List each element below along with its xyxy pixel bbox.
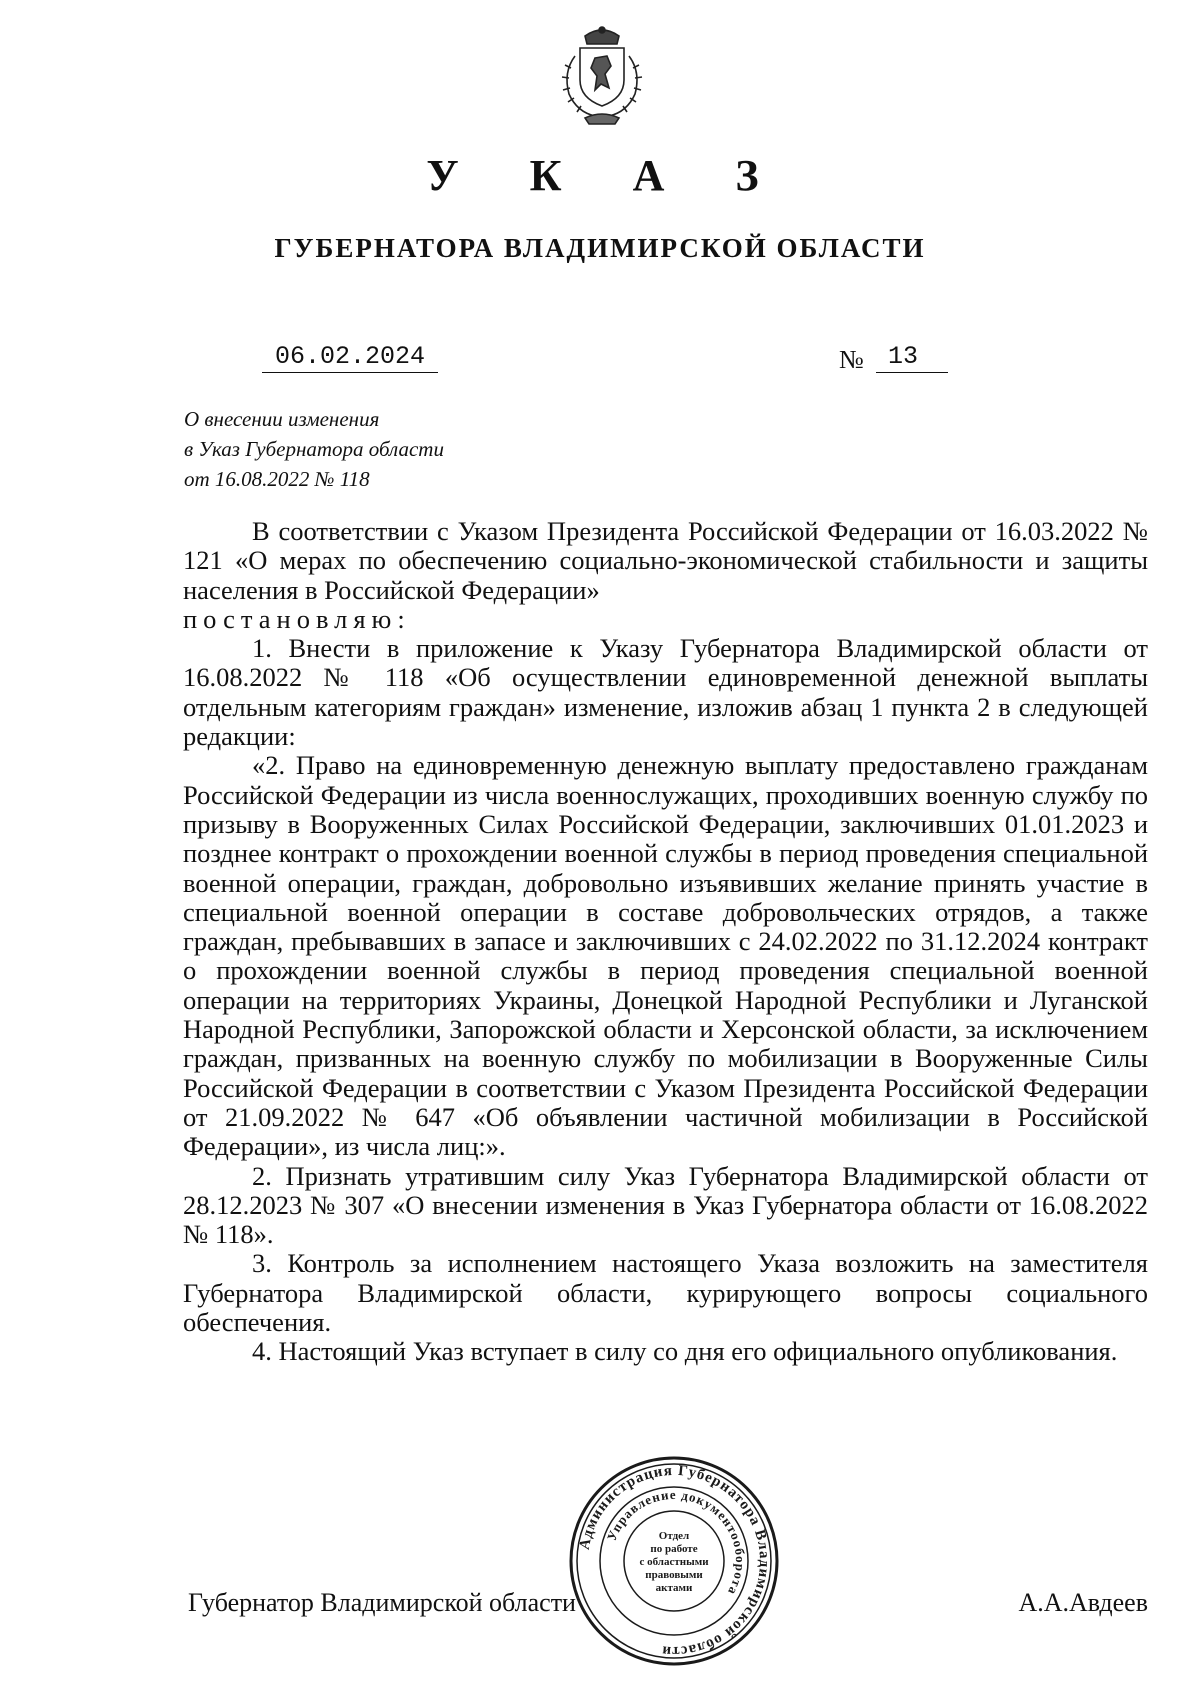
stamp-center-line: правовыми <box>645 1569 703 1581</box>
signatory-position: Губернатор Владимирской области <box>188 1588 576 1617</box>
decree-subject <box>184 404 444 494</box>
preamble-paragraph: В соответствии с Указом Президента Российской Федерации от 16.03.2022 № 121 «О мерах по обеспечению социально-экономической стабильности и защиты населения в Российской Федерации» <box>183 516 1148 605</box>
official-stamp-icon <box>568 1455 780 1667</box>
subject-line: О внесении изменения <box>184 407 380 431</box>
decree-date: 06.02.2024 <box>262 342 438 373</box>
quoted-amendment-paragraph: «2. Право на единовременную денежную выплату предоставлено гражданам Российской Федерации из числа военнослужащих, проходивших военную службу по призыву в Вооруженных Силах Российской Федерации, заключивших 01.01.2023 и позднее контракт о прохождении военной службы в период проведения специальной военной операции, граждан, добровольно изъявивших желание принять участие в специальной военной операции в составе добровольческих отрядов, а также граждан, пребывавших в запасе и заключивших с 24.02.2022 по 31.12.2024 контракт о прохождении военной службы в период проведения специальной военной операции на территориях Украины, Донецкой Народной Республики и Луганской Народной Республики, Запорожской области и Херсонской области, за исключением граждан, призванных на военную службу по мобилизации в Вооруженные Силы Российской Федерации в соответствии с Указом Президента Российской Федерации от 21.09.2022 № 647 «Об объявлении частичной мобилизации в Российской Федерации», из числа лиц:». <box>183 750 1148 1162</box>
item-paragraph-2: 2. Признать утратившим силу Указ Губернатора Владимирской области от 28.12.2023 № 307 «О внесении изменения в Указ Губернатора области от 16.08.2022 № 118». <box>183 1160 1148 1250</box>
decree-number: 13 <box>876 342 948 373</box>
item-paragraph-1: 1. Внести в приложение к Указу Губернатора Владимирской области от 16.08.2022 № 118 «Об осуществлении единовременной денежной выплаты отдельным категориям граждан» изменение, изложив абзац 1 пункта 2 в следующей редакции: <box>183 633 1148 752</box>
item-paragraph-4: 4. Настоящий Указ вступает в силу со дня его официального опубликования. <box>252 1336 1118 1367</box>
coat-of-arms-icon <box>555 22 650 127</box>
resolve-word: постановляю: <box>183 603 411 634</box>
signatory-name: А.А.Авдеев <box>1018 1588 1148 1617</box>
subject-line: в Указ Губернатора области <box>184 437 444 461</box>
document-type-title: У К А З <box>426 151 789 200</box>
svg-text:Управление документооборота: Управление документооборота <box>603 1486 749 1599</box>
svg-text:Администрация Губернатора Влад: Администрация Губернатора Владимирской области <box>576 1462 773 1660</box>
stamp-center-line: Отдел <box>658 1530 690 1542</box>
issuer-title: ГУБЕРНАТОРА ВЛАДИМИРСКОЙ ОБЛАСТИ <box>274 233 926 263</box>
number-sign: № <box>839 345 864 374</box>
decree-body <box>183 517 1148 1367</box>
item-paragraph-3: 3. Контроль за исполнением настоящего Указа возложить на заместителя Губернатора Владимирской области, курирующего вопросы социального обеспечения. <box>183 1248 1148 1338</box>
stamp-center-line: по работе <box>650 1543 698 1555</box>
stamp-center-line: актами <box>655 1582 693 1594</box>
stamp-center-line: с областными <box>639 1556 709 1568</box>
subject-line: от 16.08.2022 № 118 <box>184 467 370 491</box>
